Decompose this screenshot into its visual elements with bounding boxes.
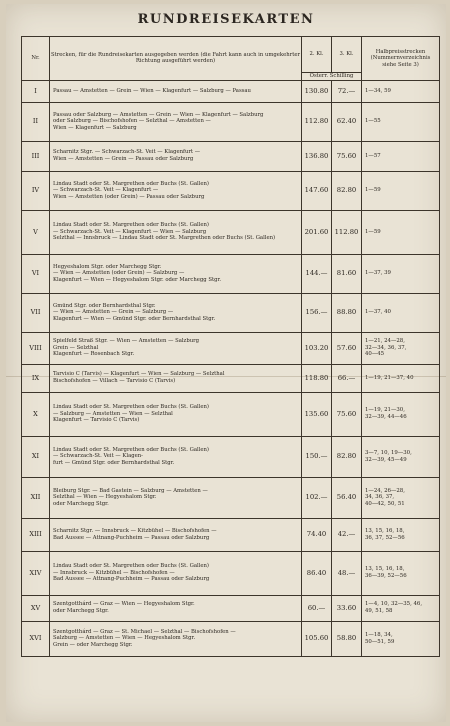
row-number: XII (22, 477, 50, 518)
row-number: III (22, 141, 50, 171)
route-description (50, 551, 302, 595)
table-row (22, 621, 440, 656)
half-price-sections (362, 210, 440, 254)
price-2nd-class: 118.80 (302, 364, 332, 392)
half-price-line: 1—34, 59 (365, 87, 391, 94)
half-price-line: 1—19, 21—37, 40 (365, 374, 414, 381)
row-number: V (22, 210, 50, 254)
route-line: Grein — oder Marchegg Stgr. (53, 641, 133, 648)
half-price-line: 36, 37, 52—56 (365, 534, 405, 541)
round-trip-table (21, 36, 440, 657)
table-row (22, 518, 440, 551)
route-description (50, 621, 302, 656)
price-2nd-class: 102.— (302, 477, 332, 518)
route-line: Bad Aussee — Attnang-Puchheim — Passau oder Salzburg (53, 534, 210, 541)
route-line: Bleiburg Stgr. — Bad Gastein — Salzburg — Amstetten — (53, 487, 208, 494)
row-number: XIV (22, 551, 50, 595)
half-price-line: 1—59 (365, 228, 381, 235)
half-price-line: 40—42, 50, 51 (365, 500, 405, 507)
route-line: Klagenfurt — Wien — Hegyeshalom Stgr. oder Marchegg Stgr. (53, 276, 222, 283)
table-row (22, 102, 440, 141)
price-2nd-class: 150.— (302, 436, 332, 477)
price-2nd-class: 201.60 (302, 210, 332, 254)
half-price-line: 1—18, 34, (365, 631, 393, 638)
half-price-line: 1—59 (365, 187, 381, 194)
route-line: Salzburg — Amstetten — Wien — Hegyeshalom Stgr. (53, 635, 196, 642)
half-price-sections (362, 80, 440, 102)
price-3rd-class: 88.80 (332, 293, 362, 332)
route-description (50, 477, 302, 518)
table-row (22, 254, 440, 293)
route-line: Szentgotthárd — Graz — Wien — Hegyeshalom Stgr. (53, 601, 195, 608)
price-3rd-class: 33.60 (332, 595, 362, 621)
ticket-sheet (6, 4, 446, 722)
route-line: oder Marchegg Stgr. (53, 500, 109, 507)
half-price-sections (362, 102, 440, 141)
route-description (50, 392, 302, 436)
half-price-sections (362, 436, 440, 477)
route-line: Passau — Amstetten — Grein — Wien — Klagenfurt — Salzburg — Passau (53, 87, 251, 94)
table-row (22, 595, 440, 621)
half-price-line: 50—51, 59 (365, 638, 395, 645)
route-description (50, 210, 302, 254)
table-header-row (22, 37, 440, 73)
half-price-line: 36—39, 52—56 (365, 573, 407, 579)
price-3rd-class: 56.40 (332, 477, 362, 518)
price-3rd-class: 48.— (332, 551, 362, 595)
price-2nd-class: 74.40 (302, 518, 332, 551)
half-price-line: 1—4, 10, 32—35, 46, (365, 601, 423, 608)
price-2nd-class: 135.60 (302, 392, 332, 436)
row-number: VII (22, 293, 50, 332)
route-line: — Schwarzach-St. Veit — Klagenfurt — (53, 187, 159, 194)
price-2nd-class: 156.— (302, 293, 332, 332)
table-row (22, 332, 440, 364)
table-row (22, 392, 440, 436)
half-price-line: 1—19, 21—30, (365, 407, 405, 414)
route-line: Wien — Amstetten (oder Grein) — Passau oder Salzburg (53, 193, 205, 200)
route-description (50, 518, 302, 551)
table-row (22, 293, 440, 332)
route-line: furt — Gmünd Stgr. oder Bernhardsthal Stgr. (53, 459, 175, 466)
route-line: Wien — Klagenfurt — Salzburg (53, 124, 137, 131)
half-price-sections (362, 392, 440, 436)
price-2nd-class: 60.— (302, 595, 332, 621)
route-description (50, 332, 302, 364)
price-3rd-class: 62.40 (332, 102, 362, 141)
route-description (50, 364, 302, 392)
route-line: Szentgotthárd — Graz — St. Michael — Selzthal — Bischofshofen — (53, 628, 236, 635)
half-price-line: 13, 15, 16, 18, (365, 566, 405, 573)
route-line: Gmünd Stgr. oder Bernhardsthal Stgr. (53, 302, 156, 309)
route-line: Lindau Stadt oder St. Margrethen oder Buchs (St. Gallen) (53, 222, 209, 229)
half-price-line: 1—37, 39 (365, 270, 391, 277)
price-3rd-class: 82.80 (332, 436, 362, 477)
route-line: Passau oder Salzburg — Amstetten — Grein — Wien — Klagenfurt — Salzburg (53, 111, 264, 118)
row-number: XI (22, 436, 50, 477)
half-price-sections (362, 293, 440, 332)
half-price-sections (362, 254, 440, 293)
route-line: Tarvisio C (Tarvis) — Klagenfurt — Wien — Salzburg — Selzthal (53, 371, 225, 378)
price-2nd-class: 112.80 (302, 102, 332, 141)
col-header-half: Halbpreisstrecken (Nummernverzeichnis siehe Seite 3) (362, 37, 440, 81)
page-title: RUNDREISEKARTEN (137, 12, 315, 27)
col-header-nr: Nr. (22, 37, 50, 81)
price-2nd-class: 130.80 (302, 80, 332, 102)
half-price-line: 1—37, 40 (365, 309, 391, 316)
route-line: Klagenfurt — Tarvisio C (Tarvis) (53, 417, 140, 424)
route-description (50, 436, 302, 477)
half-price-sections (362, 141, 440, 171)
table-row (22, 80, 440, 102)
route-line: Hegyeshalom Stgr. oder Marchegg Stgr. (53, 263, 162, 270)
route-line: — Salzburg — Amstetten — Wien — Selzthal (53, 410, 173, 417)
row-number: VIII (22, 332, 50, 364)
route-description (50, 102, 302, 141)
half-price-line: 40—45 (365, 351, 385, 358)
half-price-sections (362, 595, 440, 621)
row-number: XV (22, 595, 50, 621)
table-row (22, 477, 440, 518)
route-line: — Schwarzach-St. Veit — Klagenfurt — Wien — Salzburg (53, 228, 207, 235)
half-price-sections (362, 551, 440, 595)
row-number: I (22, 80, 50, 102)
half-price-sections (362, 621, 440, 656)
col-header-price-unit: Österr. Schilling (302, 73, 362, 81)
price-3rd-class: 72.— (332, 80, 362, 102)
price-3rd-class: 81.60 (332, 254, 362, 293)
route-line: Bad Aussee — Attnang-Puchheim — Passau oder Salzburg (53, 576, 210, 583)
route-description (50, 141, 302, 171)
route-description (50, 171, 302, 210)
route-line: — Schwarzach-St. Veit — Klagen- (53, 453, 143, 460)
col-header-routes: Strecken, für die Rundreisekarten ausgegeben werden (die Fahrt kann auch in umgekehrter Richtung ausgeführt werden) (50, 37, 302, 81)
half-price-sections (362, 518, 440, 551)
route-line: Spielfeld Straß Stgr. — Wien — Amstetten — Salzburg (53, 338, 200, 345)
route-line: Selzthal — Innsbruck — Lindau Stadt oder St. Margrethen oder Buchs (St. Gallen) (53, 235, 276, 242)
route-line: — Wien — Amstetten — Grein — Salzburg — (53, 309, 174, 316)
half-price-line: 32—39, 44—46 (365, 414, 407, 420)
row-number: X (22, 392, 50, 436)
price-3rd-class: 57.60 (332, 332, 362, 364)
price-2nd-class: 147.60 (302, 171, 332, 210)
half-price-line: 1—21, 24—28, (365, 338, 405, 345)
row-number: II (22, 102, 50, 141)
table-row (22, 436, 440, 477)
half-price-line: 1—55 (365, 118, 381, 125)
half-price-sections (362, 364, 440, 392)
price-2nd-class: 144.— (302, 254, 332, 293)
route-line: Lindau Stadt oder St. Margrethen oder Buchs (St. Gallen) (53, 180, 209, 187)
price-3rd-class: 82.80 (332, 171, 362, 210)
route-line: — Wien — Amstetten (oder Grein) — Salzburg — (53, 270, 185, 277)
route-description (50, 595, 302, 621)
price-3rd-class: 42.— (332, 518, 362, 551)
row-number: IX (22, 364, 50, 392)
price-2nd-class: 103.20 (302, 332, 332, 364)
route-line: Wien — Amstetten — Grein — Passau oder Salzburg (53, 156, 194, 162)
route-line: Selzthal — Wien — Hegyeshalom Stgr. (53, 494, 157, 501)
half-price-sections (362, 171, 440, 210)
price-2nd-class: 136.80 (302, 141, 332, 171)
row-number: XIII (22, 518, 50, 551)
row-number: IV (22, 171, 50, 210)
route-line: Lindau Stadt oder St. Margrethen oder Buchs (St. Gallen) (53, 446, 209, 453)
price-3rd-class: 75.60 (332, 392, 362, 436)
table-row (22, 364, 440, 392)
route-description (50, 254, 302, 293)
route-line: — Innsbruck — Kitzbühel — Bischofshofen — (53, 569, 175, 576)
half-price-line: 34, 36, 37, (365, 494, 395, 501)
half-price-line: 1—57 (365, 152, 381, 159)
route-line: oder Marchegg Stgr. (53, 608, 109, 614)
price-3rd-class: 112.80 (332, 210, 362, 254)
col-header-kl3: 3. Kl. (332, 37, 362, 73)
table-row (22, 141, 440, 171)
half-price-sections (362, 332, 440, 364)
table-row (22, 551, 440, 595)
route-line: oder Salzburg — Bischofshofen — Selzthal — Amstetten — (53, 118, 211, 125)
route-description (50, 293, 302, 332)
half-price-line: 3—7, 10, 19—30, (365, 449, 412, 456)
col-header-kl2: 2. Kl. (302, 37, 332, 73)
route-line: Lindau Stadt oder St. Margrethen oder Buchs (St. Gallen) (53, 563, 209, 570)
route-line: Scharnitz Stgr. — Innsbruck — Kitzbühel — Bischofshofen — (53, 527, 217, 534)
route-line: Klagenfurt — Rosenbach Stgr. (53, 351, 135, 358)
route-line: Bischofshofen — Villach — Tarvisio C (Tarvis) (53, 378, 176, 384)
route-line: Grein — Selzthal (53, 344, 99, 351)
price-3rd-class: 75.60 (332, 141, 362, 171)
row-number: XVI (22, 621, 50, 656)
half-price-sections (362, 477, 440, 518)
half-price-line: 13, 15, 16, 18, (365, 527, 405, 534)
row-number: VI (22, 254, 50, 293)
table-row (22, 171, 440, 210)
route-line: Lindau Stadt oder St. Margrethen oder Buchs (St. Gallen) (53, 404, 209, 411)
half-price-line: 1—24, 26—28, (365, 487, 405, 494)
half-price-line: 32—39, 45—49 (365, 456, 407, 463)
price-2nd-class: 86.40 (302, 551, 332, 595)
route-description (50, 80, 302, 102)
table-row (22, 210, 440, 254)
route-line: Klagenfurt — Wien — Gmünd Stgr. oder Bernhardsthal Stgr. (53, 315, 216, 322)
route-line: Scharnitz Stgr. — Schwarzach-St. Veit — Klagenfurt — (53, 149, 201, 156)
half-price-line: 32—34, 36, 37, (365, 344, 407, 351)
price-2nd-class: 105.60 (302, 621, 332, 656)
half-price-line: 49, 51, 58 (365, 608, 393, 614)
price-3rd-class: 66.— (332, 364, 362, 392)
price-3rd-class: 58.80 (332, 621, 362, 656)
